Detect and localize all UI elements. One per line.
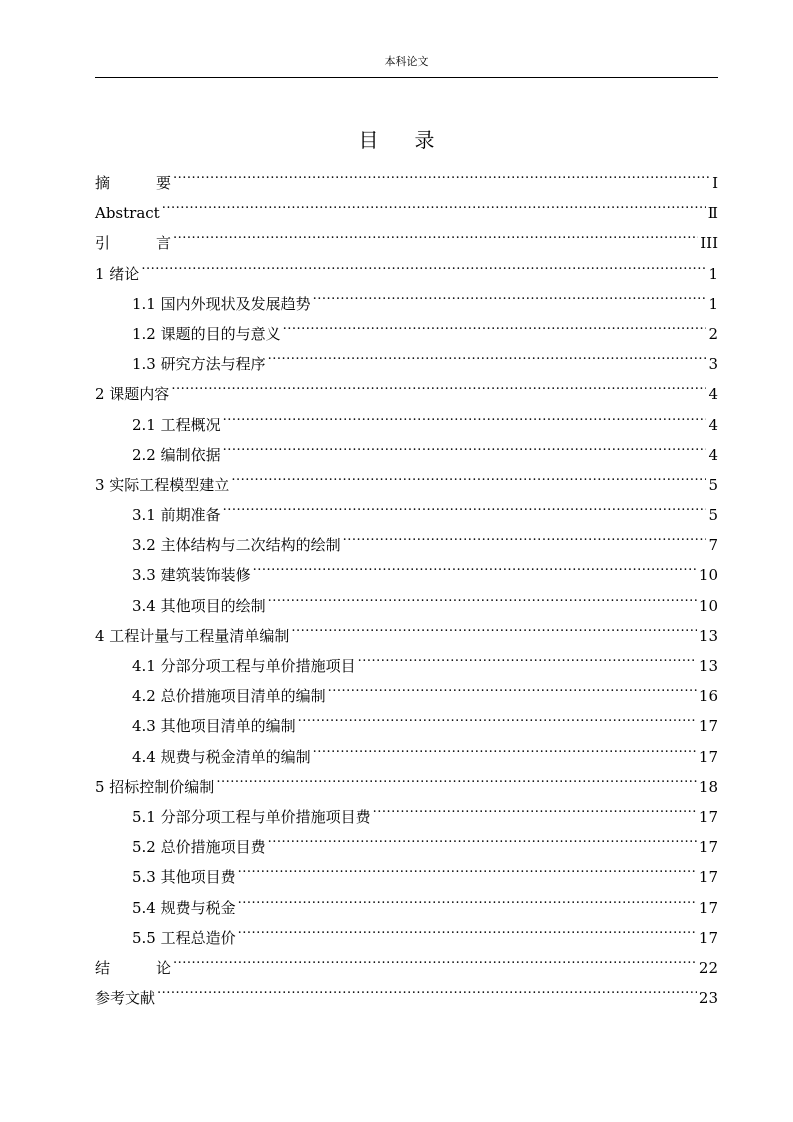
toc-page-number: 10 xyxy=(698,596,718,615)
toc-entry-label-char: 结 xyxy=(95,958,111,977)
toc-dot-leader xyxy=(358,641,697,671)
running-header xyxy=(95,54,718,78)
toc-page-number: 7 xyxy=(708,536,718,555)
toc-page-number: III xyxy=(700,234,718,253)
toc-page-number: 17 xyxy=(698,807,718,826)
toc-entry[interactable] xyxy=(95,943,718,977)
toc-page-number: 4 xyxy=(708,385,718,404)
toc-entry[interactable] xyxy=(95,188,718,223)
toc-entry[interactable] xyxy=(95,158,718,192)
toc-dot-leader xyxy=(171,369,706,399)
toc-dot-leader xyxy=(253,550,697,580)
toc-page-number: 17 xyxy=(698,747,718,766)
toc-dot-leader xyxy=(223,490,707,520)
toc-entry-label: 5.3 其他项目费 xyxy=(132,868,236,887)
toc-dot-leader xyxy=(313,279,707,309)
toc-entry[interactable] xyxy=(95,369,718,404)
toc-entry-label: 5 招标控制价编制 xyxy=(95,777,215,796)
toc-page-number: 1 xyxy=(708,294,718,313)
toc-entry-label: 4.4 规费与税金清单的编制 xyxy=(132,747,311,766)
toc-entry[interactable] xyxy=(95,249,718,283)
toc-entry-label: 3.1 前期准备 xyxy=(132,506,221,525)
toc-entry[interactable] xyxy=(95,279,718,313)
toc-page-number: 4 xyxy=(708,415,718,434)
toc-page-number: 17 xyxy=(698,898,718,917)
toc-dot-leader xyxy=(223,400,707,430)
toc-entry-label: 参考文献 xyxy=(95,989,156,1008)
toc-entry-label xyxy=(95,168,171,198)
toc-dot-leader xyxy=(223,430,707,460)
toc-entry-label: 4.1 分部分项工程与单价措施项目 xyxy=(132,657,356,675)
toc-page-number: Ⅱ xyxy=(707,204,718,223)
toc-page-number: 3 xyxy=(708,355,718,374)
toc-entry-label-char: 摘 xyxy=(95,174,111,192)
toc-dot-leader xyxy=(173,218,698,248)
toc-entry-label: 4.3 其他项目清单的编制 xyxy=(132,717,296,736)
toc-entry[interactable] xyxy=(95,218,718,253)
toc-page-number: 22 xyxy=(698,958,718,977)
toc-page-number: 4 xyxy=(708,445,718,464)
toc-entry[interactable] xyxy=(95,400,718,434)
toc-dot-leader xyxy=(162,188,706,218)
toc-page-number: 16 xyxy=(698,687,718,706)
toc-entry-label: 1.2 课题的目的与意义 xyxy=(132,324,281,343)
toc-page-number: 17 xyxy=(698,838,718,857)
toc-entry[interactable] xyxy=(95,973,718,1008)
toc-entry-label: 5.4 规费与税金 xyxy=(132,898,236,917)
page-title-right: 录 xyxy=(414,128,435,152)
toc-dot-leader xyxy=(283,309,707,339)
toc-dot-leader xyxy=(313,732,697,762)
toc-dot-leader xyxy=(231,460,706,490)
toc-dot-leader xyxy=(343,520,707,550)
toc-page-number: 5 xyxy=(708,475,718,494)
toc-entry-label: 4.2 总价措施项目清单的编制 xyxy=(132,687,326,706)
toc-page-number: 23 xyxy=(698,989,718,1008)
toc-entry-label: Abstract xyxy=(95,204,160,223)
toc-dot-leader xyxy=(173,943,697,973)
toc-dot-leader xyxy=(373,792,697,822)
toc-dot-leader xyxy=(238,852,697,882)
toc-entry-label: 3 实际工程模型建立 xyxy=(95,475,230,494)
toc-dot-leader xyxy=(291,611,697,641)
toc-dot-leader xyxy=(157,973,697,1003)
toc-dot-leader xyxy=(238,913,697,943)
toc-entry-label-char: 要 xyxy=(155,174,171,192)
toc-dot-leader xyxy=(328,671,697,701)
toc-page-number: 17 xyxy=(698,928,718,947)
toc-dot-leader xyxy=(268,339,707,369)
toc-entry-label: 2.2 编制依据 xyxy=(132,445,221,464)
toc-page-number: 13 xyxy=(698,657,718,675)
toc-dot-leader xyxy=(216,762,697,792)
toc-entry-label: 3.3 建筑装饰装修 xyxy=(132,566,251,585)
toc-page-number: 18 xyxy=(698,777,718,796)
toc-page-number: 10 xyxy=(698,566,718,585)
toc-dot-leader xyxy=(238,883,697,913)
toc-page-number: 13 xyxy=(698,626,718,645)
toc-page-number: 17 xyxy=(698,717,718,736)
toc-entry-label: 5.5 工程总造价 xyxy=(132,928,236,947)
table-of-contents xyxy=(95,158,718,1008)
toc-dot-leader xyxy=(173,158,710,188)
toc-entry-label: 5.1 分部分项工程与单价措施项目费 xyxy=(132,807,371,826)
toc-page-number: 2 xyxy=(708,324,718,343)
page-title-left: 目 xyxy=(358,128,379,152)
toc-page-number: 5 xyxy=(708,506,718,525)
toc-entry-label: 1.1 国内外现状及发展趋势 xyxy=(132,294,311,313)
toc-dot-leader xyxy=(268,822,697,852)
toc-entry-label-char: 论 xyxy=(155,958,171,977)
toc-entry-label: 4 工程计量与工程量清单编制 xyxy=(95,626,290,645)
toc-page-number: 1 xyxy=(708,264,718,283)
toc-entry-label: 2 课题内容 xyxy=(95,385,170,404)
toc-entry-label: 1 绪论 xyxy=(95,264,140,283)
toc-entry-label: 1.3 研究方法与程序 xyxy=(132,355,266,374)
toc-entry-label: 3.4 其他项目的绘制 xyxy=(132,596,266,615)
page-title xyxy=(0,126,793,154)
toc-dot-leader xyxy=(298,701,697,731)
toc-dot-leader xyxy=(141,249,706,279)
toc-dot-leader xyxy=(268,581,697,611)
toc-entry-label-char: 引 xyxy=(95,234,111,253)
toc-entry-label: 2.1 工程概况 xyxy=(132,415,221,434)
toc-entry-label: 5.2 总价措施项目费 xyxy=(132,838,266,857)
toc-page-number: 17 xyxy=(698,868,718,887)
toc-entry-label: 3.2 主体结构与二次结构的绘制 xyxy=(132,536,341,555)
toc-page-number: Ⅰ xyxy=(712,174,718,192)
running-title: 本科论文 xyxy=(384,55,429,68)
toc-entry-label-char: 言 xyxy=(155,234,171,253)
